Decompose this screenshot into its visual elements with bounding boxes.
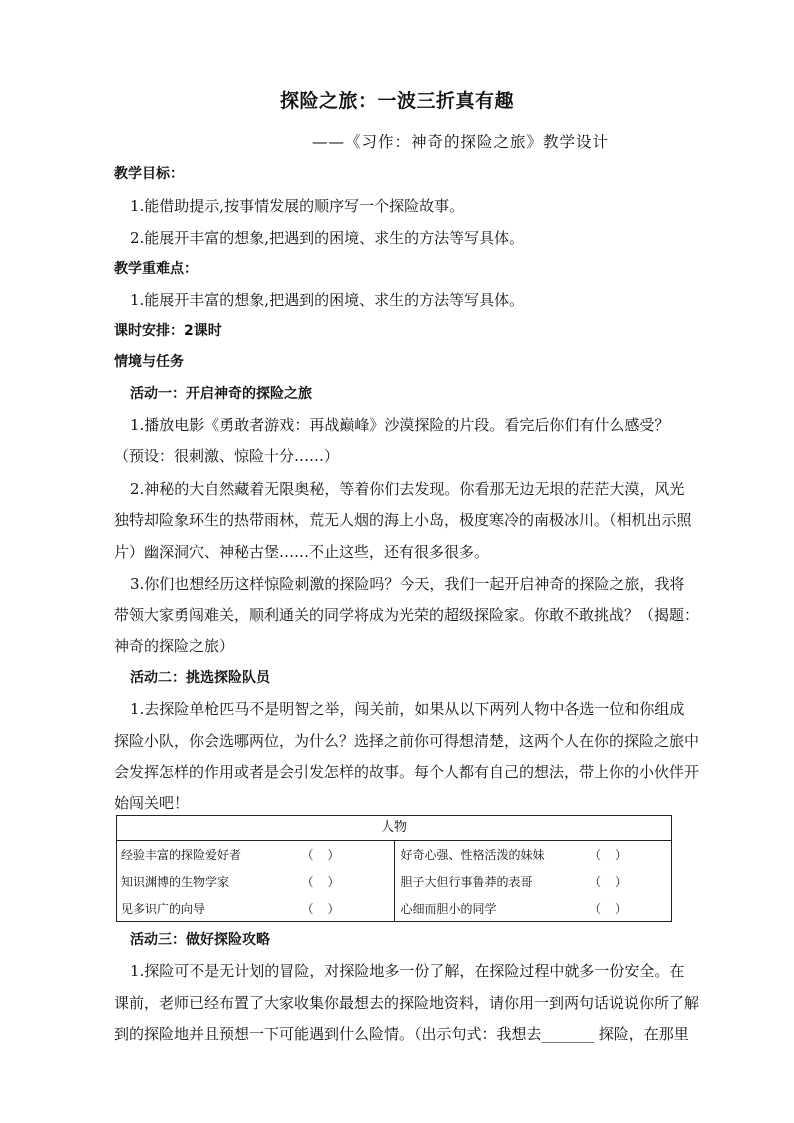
activity-1-paragraph-3-line-2: 带领大家勇闯难关，顺利通关的同学将成为光荣的超级探险家。你敢不敢挑战？（揭题： (114, 606, 700, 624)
character-label: 胆子大但行事鲁莽的表哥 (400, 875, 533, 889)
choice-blank: （） (588, 902, 641, 916)
activity-3-paragraph-1-line-2: 课前，老师已经布置了大家收集你最想去的探险地资料，请你用一到两句话说说你所了解 (114, 994, 700, 1012)
goal-item-1: 1.能借助提示,按事情发展的顺序写一个探险故事。 (130, 197, 465, 215)
document-title: 探险之旅：一波三折真有趣 (279, 90, 514, 112)
activity-1-paragraph-3-line-3: 神奇的探险之旅） (114, 637, 235, 655)
situation-heading: 情境与任务 (114, 354, 184, 370)
character-label: 好奇心强、性格活泼的妹妹 (400, 848, 545, 862)
character-row (117, 897, 394, 921)
character-row (117, 870, 394, 894)
key-points-heading: 教学重难点： (114, 261, 198, 277)
activity-2-paragraph-1-line-1: 1.去探险单枪匹马不是明智之举，闯关前，如果从以下两列人物中各选一位和你组成 (130, 700, 685, 718)
activity-2-paragraph-1-line-2: 探险小队，你会选哪两位，为什么？选择之前你可得想清楚，这两个人在你的探险之旅中 (114, 732, 700, 750)
activity-1-paragraph-2-line-1: 2.神秘的大自然藏着无限奥秘，等着你们去发现。你看那无边无垠的茫茫大漠，风光 (130, 480, 685, 498)
key-point-item-1: 1.能展开丰富的想象,把遇到的困境、求生的方法等写具体。 (130, 291, 525, 309)
character-row (395, 843, 672, 867)
activity-1-paragraph-1-line-2: （预设：很刺激、惊险十分……） (114, 447, 340, 465)
goal-item-2: 2.能展开丰富的想象,把遇到的困境、求生的方法等写具体。 (130, 229, 525, 247)
character-column-left (117, 840, 394, 921)
character-label: 知识渊博的生物学家 (121, 875, 230, 889)
activity-1-paragraph-3-line-1: 3.你们也想经历这样惊险刺激的探险吗？今天，我们一起开启神奇的探险之旅，我将 (130, 575, 685, 593)
character-row (395, 897, 672, 921)
character-column-right (394, 840, 672, 921)
choice-blank: （） (301, 848, 354, 862)
choice-blank: （） (588, 848, 641, 862)
choice-blank: （） (301, 875, 354, 889)
activity-3-paragraph-1-line-1: 1.探险可不是无计划的冒险，对探险地多一份了解，在探险过程中就多一份安全。在 (130, 962, 685, 980)
activity-1-paragraph-2-line-3: 片）幽深洞穴、神秘古堡……不止这些，还有很多很多。 (114, 543, 490, 561)
activity-2-paragraph-1-line-4: 始闯关吧！ (114, 794, 190, 812)
character-label: 心细而胆小的同学 (400, 902, 497, 916)
goals-heading: 教学目标： (114, 166, 184, 182)
schedule-line: 课时安排：2课时 (114, 323, 222, 339)
activity-1-paragraph-2-line-2: 独特却险象环生的热带雨林，荒无人烟的海上小岛，极度寒冷的南极冰川。（相机出示照 (114, 511, 692, 529)
document-subtitle: ——《习作：神奇的探险之旅》教学设计 (312, 133, 610, 151)
activity-3-heading: 活动三：做好探险攻略 (130, 932, 270, 948)
activity-2-heading: 活动二：挑选探险队员 (130, 670, 270, 686)
choice-blank: （） (588, 875, 641, 889)
choice-blank: （） (301, 902, 354, 916)
character-label: 经验丰富的探险爱好者 (121, 848, 242, 862)
character-row (117, 843, 394, 867)
character-table-header: 人物 (117, 816, 671, 841)
character-label: 见多识广的向导 (121, 902, 206, 916)
character-row (395, 870, 672, 894)
character-table (116, 815, 672, 922)
activity-1-paragraph-1-line-1: 1.播放电影《勇敢者游戏：再战巅峰》沙漠探险的片段。看完后你们有什么感受？ (130, 416, 670, 434)
activity-3-paragraph-1-line-3: 到的探险地并且预想一下可能遇到什么险情。（出示句式：我想去_______ 探险，在那里 (114, 1025, 689, 1043)
activity-1-heading: 活动一：开启神奇的探险之旅 (130, 386, 312, 402)
activity-2-paragraph-1-line-3: 会发挥怎样的作用或者是会引发怎样的故事。每个人都有自己的想法，带上你的小伙伴开 (114, 763, 700, 781)
